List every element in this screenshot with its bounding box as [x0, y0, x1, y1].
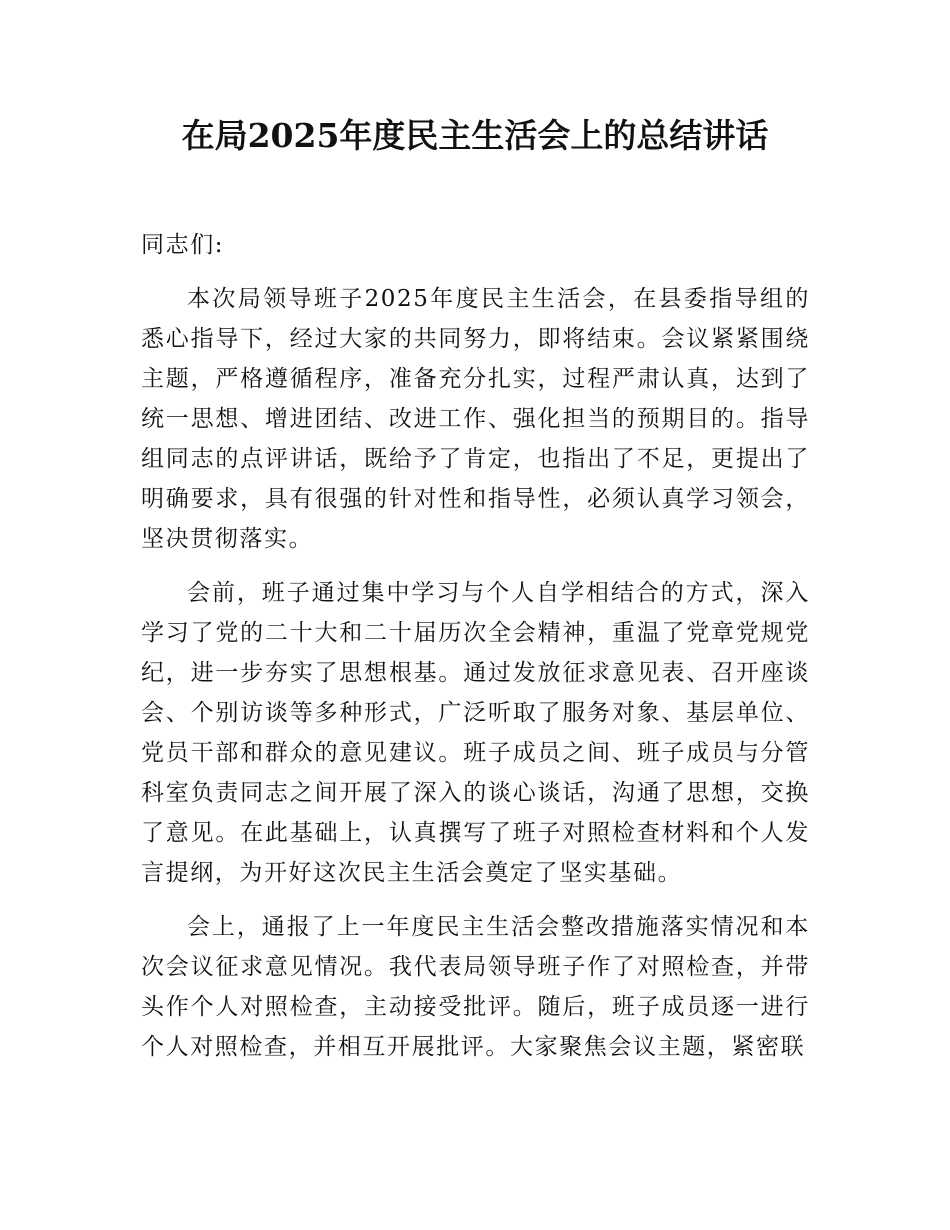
- salutation: 同志们:: [141, 232, 225, 258]
- paragraph-2: 会前，班子通过集中学习与个人自学相结合的方式，深入学习了党的二十大和二十届历次全会精神，重温了党章党规党纪，进一步夯实了思想根基。通过发放征求意见表、召开座谈会、个别访谈等多种形式，广泛听取了服务对象、基层单位、党员干部和群众的意见建议。班子成员之间、班子成员与分管科室负责同志之间开展了深入的谈心谈话，沟通了思想，交换了意见。在此基础上，认真撰写了班子对照检查材料和个人发言提纲，为开好这次民主生活会奠定了坚实基础。: [141, 580, 810, 886]
- paragraph-3: 会上，通报了上一年度民主生活会整改措施落实情况和本次会议征求意见情况。我代表局领导班子作了对照检查，并带头作个人对照检查，主动接受批评。随后，班子成员逐一进行个人对照检查，并相互开展批评。大家聚焦会议主题，紧密联: [141, 914, 810, 1060]
- page-title: 在局2025年度民主生活会上的总结讲话: [181, 116, 769, 155]
- paragraph-1: 本次局领导班子2025年度民主生活会，在县委指导组的悉心指导下，经过大家的共同努力，即将结束。会议紧紧围绕主题，严格遵循程序，准备充分扎实，过程严肃认真，达到了统一思想、增进团结、改进工作、强化担当的预期目的。指导组同志的点评讲话，既给予了肯定，也指出了不足，更提出了明确要求，具有很强的针对性和指导性，必须认真学习领会，坚决贯彻落实。: [141, 286, 810, 552]
- document-body: [141, 225, 810, 1081]
